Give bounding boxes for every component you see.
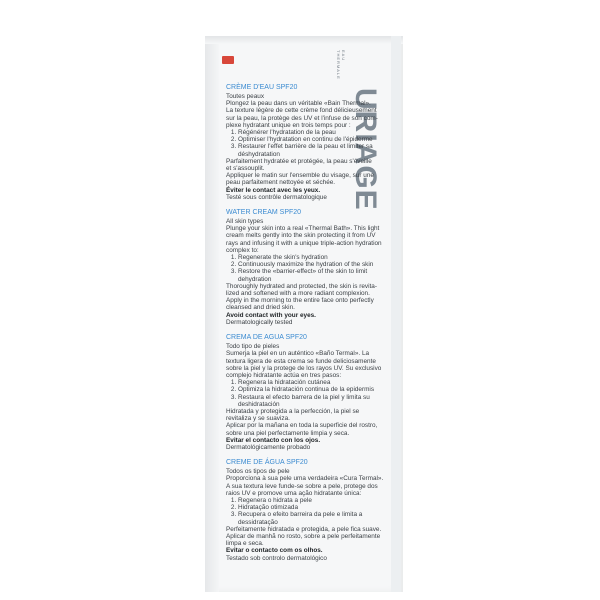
text-line: Apply in the morning to the entire face onto perfectly [226, 297, 374, 305]
text-line: Aplicar por la mañana en toda la superficie del rostro, [226, 422, 378, 430]
text-line: plexe hydratant unique en trois temps pour : [226, 121, 351, 129]
text-line: Parfaitement hydratée et protégée, la peau s'éveille [226, 157, 372, 165]
list-item: 3. Restaura el efecto barrera de la piel y limita su deshidratación [238, 394, 391, 408]
text-line: sobre una piel perfectamente limpia y seca. [226, 429, 350, 437]
text-line: et s'assouplit. [226, 165, 265, 173]
text-line: Hidratada y protegida a la perfección, la piel se [226, 407, 360, 415]
text-line: Perfeitamente hidratada e protegida, a pele fica suave. [226, 525, 382, 533]
section-title: CRÈME D'EAU SPF20 [226, 84, 298, 91]
list-item: 2. Optimiser l'hydratation en continu de l'épiderme [238, 136, 391, 143]
brand-logo [332, 38, 382, 90]
list-item: 3. Recupera o efeito barreira da pele e limita a dessidratação [238, 511, 391, 525]
text-line: Dermatológicamente probado [226, 443, 311, 451]
text-line: Proporciona à sua pele uma verdadeira «Cura Termal». [226, 475, 384, 483]
text-line: lized and softened with a more radiant complexion. [226, 290, 370, 298]
text-line: sobre la piel y la protege de los rayos UV. Su exclusivo [226, 364, 382, 372]
text-line: Plunge your skin into a real «Thermal Bath». This light [226, 225, 380, 233]
text-line: Thoroughly hydrated and protected, the skin is revita- [226, 282, 377, 290]
section-en [226, 209, 391, 326]
text-line: sur la peau, la protège des UV et l'infuse de son com- [226, 114, 378, 122]
text-line: All skin types [226, 218, 264, 226]
text-line: Sumerja la piel en un auténtico «Baño Termal». La [226, 350, 370, 358]
text-line: Testé sous contrôle dermatologique [226, 193, 327, 201]
product-text [226, 84, 391, 570]
list-item: 1. Régénérer l'hydratation de la peau [238, 129, 391, 136]
benefit-list [226, 254, 391, 283]
list-item: 1. Regenera o hidrata a pele [238, 497, 391, 504]
list-item: 1. Regenerate the skin's hydration [238, 254, 391, 261]
text-line: cleansed and dried skin. [226, 304, 295, 312]
benefit-list [226, 379, 391, 408]
section-fr [226, 84, 391, 201]
text-line: rays and infusing it with a unique triple-action hydration [226, 239, 382, 247]
benefit-list [226, 497, 391, 526]
text-line: cream melts gently into the skin protecting it from UV [226, 232, 376, 240]
text-line: Testado sob controlo dermatológico [226, 554, 327, 562]
section-title: CREME DE ÁGUA SPF20 [226, 459, 308, 467]
text-line: Todos os tipos de pele [226, 468, 290, 476]
box-left-edge [205, 36, 219, 592]
warning-text: Avoid contact with your eyes. [226, 311, 316, 319]
text-line: La texture légère de cette crème fond délicieusement [226, 107, 377, 115]
warning-text: Evitar o contacto com os olhos. [226, 547, 323, 555]
text-line: textura ligera de esta crema se funde deliciosamente [226, 357, 376, 365]
text-line: Aplicar de manhã no rosto, sobre a pele perfeitamente [226, 532, 381, 540]
benefit-list [226, 129, 391, 158]
list-item: 2. Continuously maximize the hydration of the skin [238, 261, 391, 268]
section-pt [226, 459, 391, 562]
warning-text: Evitar el contacto con los ojos. [226, 436, 321, 444]
text-line: revitaliza y se suaviza. [226, 415, 290, 423]
text-line: peau parfaitement nettoyée et séchée. [226, 179, 336, 187]
text-line: Toutes peaux [226, 93, 265, 100]
list-item: 3. Restore the «barrier-effect» of the skin to limit dehydration [238, 268, 391, 282]
box-fold [391, 36, 401, 592]
text-line: limpa e seca. [226, 540, 264, 548]
list-item: 2. Optimiza la hidratación continua de la epidermis [238, 386, 391, 393]
text-line: complex to: [226, 246, 259, 254]
text-line: Appliquer le matin sur l'ensemble du visage, sur une [226, 172, 374, 180]
text-line: complejo hidratante actúa en tres pasos: [226, 371, 342, 379]
list-item: 2. Hidratação otimizada [238, 504, 391, 511]
text-line: A sua textura leve funde-se sobre a pele, protege dos [226, 482, 378, 490]
text-line: Plongez la peau dans un véritable «Bain Thermal». [226, 100, 371, 108]
text-line: raios UV e promove uma ação hidratante única: [226, 489, 362, 497]
warning-text: Éviter le contact avec les yeux. [226, 186, 321, 194]
text-line: Todo tipo de pieles [226, 343, 280, 351]
list-item: 1. Regenera la hidratación cutánea [238, 379, 391, 386]
section-es [226, 334, 391, 451]
list-item: 3. Restaurer l'effet barrière de la peau et limiter sa déshydratation [238, 143, 391, 157]
text-line: Dermatologically tested [226, 318, 293, 326]
brand-badge [222, 56, 234, 64]
section-title: WATER CREAM SPF20 [226, 209, 302, 217]
brand-subtitle: EAU THERMALE [336, 50, 346, 80]
section-title: CREMA DE AGUA SPF20 [226, 334, 307, 342]
